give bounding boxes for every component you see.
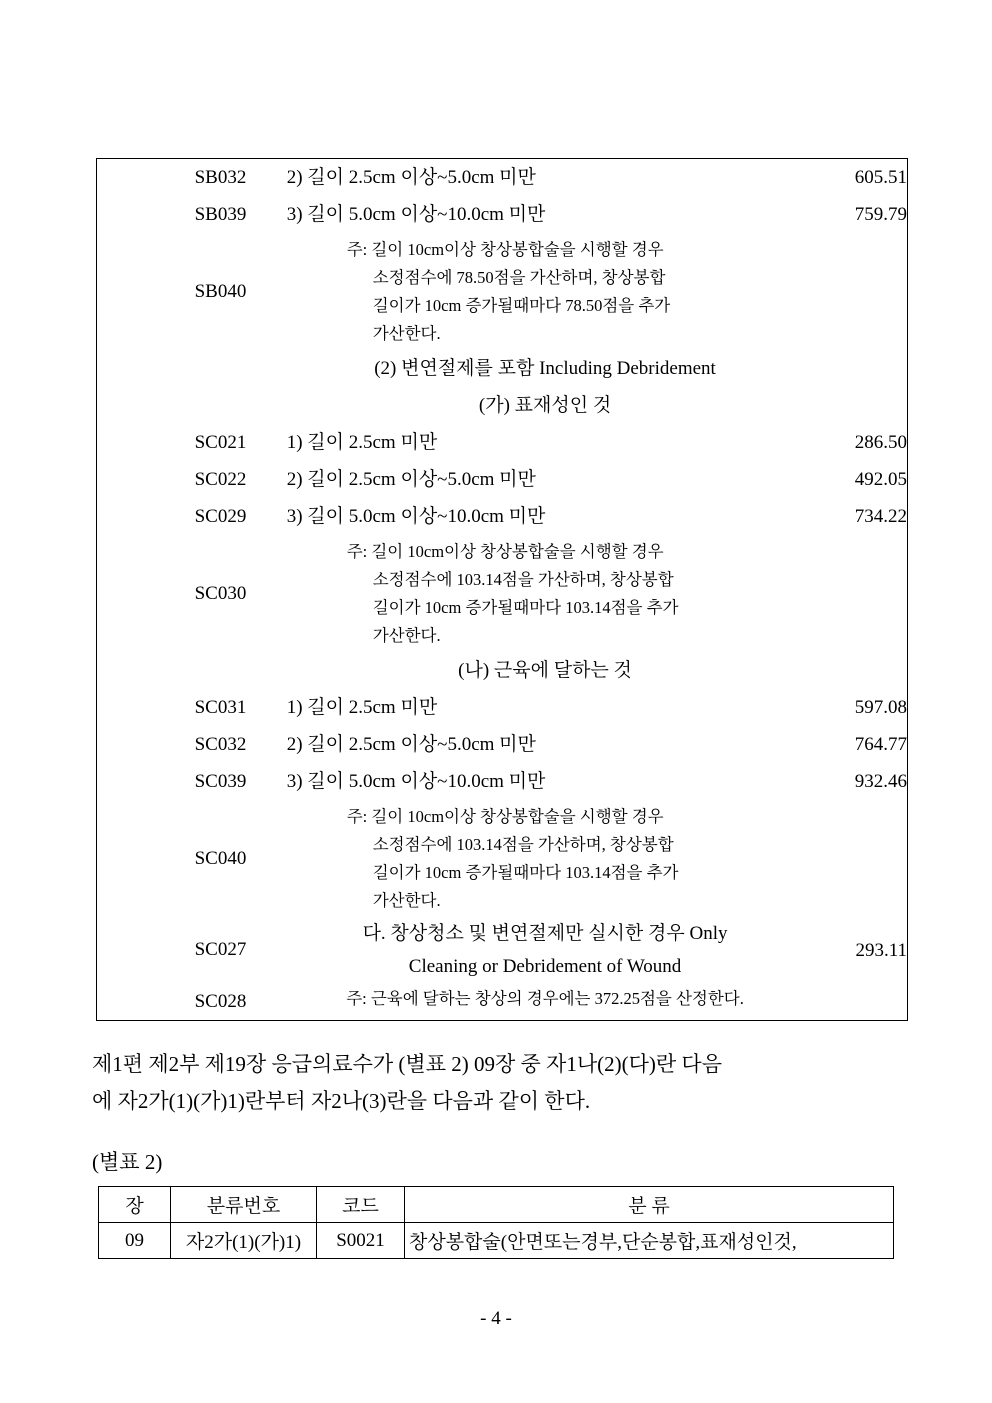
- note-line: 가산한다.: [372, 891, 441, 910]
- cell-chapter: 09: [99, 1223, 171, 1259]
- note-line: 소정점수에 78.50점을 가산하며, 창상봉합: [372, 268, 666, 287]
- row-blank-cell: [97, 350, 195, 387]
- row-blank-cell: [97, 983, 195, 1021]
- row-points: [803, 652, 907, 689]
- row-description: (가) 표재성인 것: [478, 395, 612, 416]
- table-row: [97, 689, 908, 726]
- fee-schedule-table-container: [96, 158, 908, 1021]
- row-blank-cell: [97, 424, 195, 461]
- amendment-paragraph: [92, 1046, 904, 1120]
- table-row: [97, 535, 908, 652]
- row-points: 293.11: [855, 939, 907, 961]
- row-blank-cell: [97, 726, 195, 763]
- table-row: [97, 233, 908, 350]
- row-code: [195, 350, 287, 387]
- note-line: 주: 길이 10cm이상 창상봉합술을 시행할 경우: [346, 807, 664, 826]
- note-line: 길이가 10cm 증가될때마다 78.50점을 추가: [372, 296, 671, 315]
- row-points: 932.46: [854, 771, 907, 792]
- row-points: 734.22: [854, 506, 907, 527]
- note-line: 길이가 10cm 증가될때마다 103.14점을 추가: [372, 598, 679, 617]
- paragraph-line: 에 자2가(1)(가)1)란부터 자2나(3)란을 다음과 같이 한다.: [92, 1089, 591, 1113]
- row-blank-cell: [97, 196, 195, 233]
- row-code: SC030: [194, 582, 247, 604]
- table-row: [97, 350, 908, 387]
- row-blank-cell: [97, 498, 195, 535]
- row-description: 2) 길이 2.5cm 이상~5.0cm 미만: [286, 167, 536, 188]
- row-description: [287, 917, 804, 983]
- table-row: [97, 196, 908, 233]
- row-blank-cell: [97, 652, 195, 689]
- table-row: [97, 387, 908, 424]
- row-code: [195, 652, 287, 689]
- table-row: [97, 652, 908, 689]
- note-line: 소정점수에 103.14점을 가산하며, 창상봉합: [372, 570, 674, 589]
- table-row: [99, 1223, 894, 1259]
- row-code: [195, 387, 287, 424]
- row-description-line2: Cleaning or Debridement of Wound: [408, 956, 682, 977]
- row-code: SB039: [194, 204, 247, 225]
- classification-table-container: [98, 1186, 893, 1259]
- classification-table: [98, 1186, 894, 1259]
- row-points: [803, 983, 907, 1021]
- row-description: (나) 근육에 달하는 것: [458, 660, 632, 681]
- note-line: 소정점수에 103.14점을 가산하며, 창상봉합: [372, 835, 674, 854]
- row-blank-cell: [97, 159, 195, 197]
- row-note-block: [287, 233, 804, 350]
- row-description: 3) 길이 5.0cm 이상~10.0cm 미만: [286, 771, 546, 792]
- row-description: (2) 변연절제를 포함 Including Debridement: [374, 358, 716, 379]
- row-points: 764.77: [854, 734, 907, 755]
- row-points: 597.08: [854, 697, 907, 718]
- row-points: [803, 387, 907, 424]
- row-points: 492.05: [854, 469, 907, 490]
- fee-schedule-table: [96, 158, 908, 1021]
- note-line: 주: 길이 10cm이상 창상봉합술을 시행할 경우: [346, 240, 664, 259]
- row-description: 1) 길이 2.5cm 미만: [286, 697, 438, 718]
- table-row: [97, 159, 908, 197]
- row-blank-cell: [97, 763, 195, 800]
- note-line: 가산한다.: [372, 324, 441, 343]
- table-row: [97, 498, 908, 535]
- row-note-block: [287, 535, 804, 652]
- row-blank-cell: [97, 461, 195, 498]
- row-code: SC028: [194, 991, 247, 1012]
- row-blank-cell: [97, 689, 195, 726]
- row-blank-cell: [97, 233, 195, 350]
- row-note-block: [287, 800, 804, 917]
- note-line: 주: 길이 10cm이상 창상봉합술을 시행할 경우: [346, 542, 664, 561]
- row-description: 2) 길이 2.5cm 이상~5.0cm 미만: [286, 734, 536, 755]
- row-code: SB040: [194, 280, 247, 302]
- column-header-classification: 분 류: [405, 1187, 894, 1223]
- row-blank-cell: [97, 917, 195, 983]
- row-points: [803, 350, 907, 387]
- row-code: SC027: [194, 939, 247, 960]
- table-row: [97, 424, 908, 461]
- column-header-code: 코드: [317, 1187, 405, 1223]
- row-code: SC032: [194, 734, 247, 755]
- table-row: [97, 726, 908, 763]
- row-code: SC021: [194, 432, 247, 453]
- row-points: 286.50: [854, 432, 907, 453]
- row-points: [803, 800, 907, 917]
- row-points: [803, 535, 907, 652]
- row-points: [803, 233, 907, 350]
- table-row: [97, 800, 908, 917]
- row-blank-cell: [97, 800, 195, 917]
- row-code: SC029: [194, 506, 247, 527]
- note-line: 길이가 10cm 증가될때마다 103.14점을 추가: [372, 863, 679, 882]
- paragraph-line: 제1편 제2부 제19장 응급의료수가 (별표 2) 09장 중 자1나(2)(다)란 다음: [92, 1052, 722, 1076]
- note-line: 가산한다.: [372, 626, 441, 645]
- row-blank-cell: [97, 387, 195, 424]
- table-row: [97, 461, 908, 498]
- row-code: SC039: [194, 771, 247, 792]
- row-code: SC040: [194, 847, 247, 869]
- row-blank-cell: [97, 535, 195, 652]
- row-description: 주: 근육에 달하는 창상의 경우에는 372.25점을 산정한다.: [346, 989, 744, 1008]
- cell-classification: 창상봉합술(안면또는경부,단순봉합,표재성인것,: [405, 1223, 894, 1259]
- row-points: 759.79: [854, 204, 907, 225]
- row-description-line1: 다. 창상청소 및 변연절제만 실시한 경우 Only: [362, 923, 728, 944]
- column-header-classification-number: 분류번호: [171, 1187, 317, 1223]
- row-description: 2) 길이 2.5cm 이상~5.0cm 미만: [286, 469, 536, 490]
- table-header-row: [99, 1187, 894, 1223]
- table-row: [97, 763, 908, 800]
- row-description: 3) 길이 5.0cm 이상~10.0cm 미만: [286, 204, 546, 225]
- row-code: SB032: [194, 167, 247, 188]
- page-number: - 4 -: [480, 1308, 512, 1329]
- cell-code: S0021: [317, 1223, 405, 1259]
- appendix-label: (별표 2): [92, 1150, 163, 1174]
- row-code: SC022: [194, 469, 247, 490]
- row-description: 1) 길이 2.5cm 미만: [286, 432, 438, 453]
- table-row: [97, 917, 908, 983]
- row-points: 605.51: [854, 167, 907, 188]
- table-row: [97, 983, 908, 1021]
- row-code: SC031: [194, 697, 247, 718]
- cell-classification-number: 자2가(1)(가)1): [171, 1223, 317, 1259]
- row-description: 3) 길이 5.0cm 이상~10.0cm 미만: [286, 506, 546, 527]
- column-header-chapter: 장: [99, 1187, 171, 1223]
